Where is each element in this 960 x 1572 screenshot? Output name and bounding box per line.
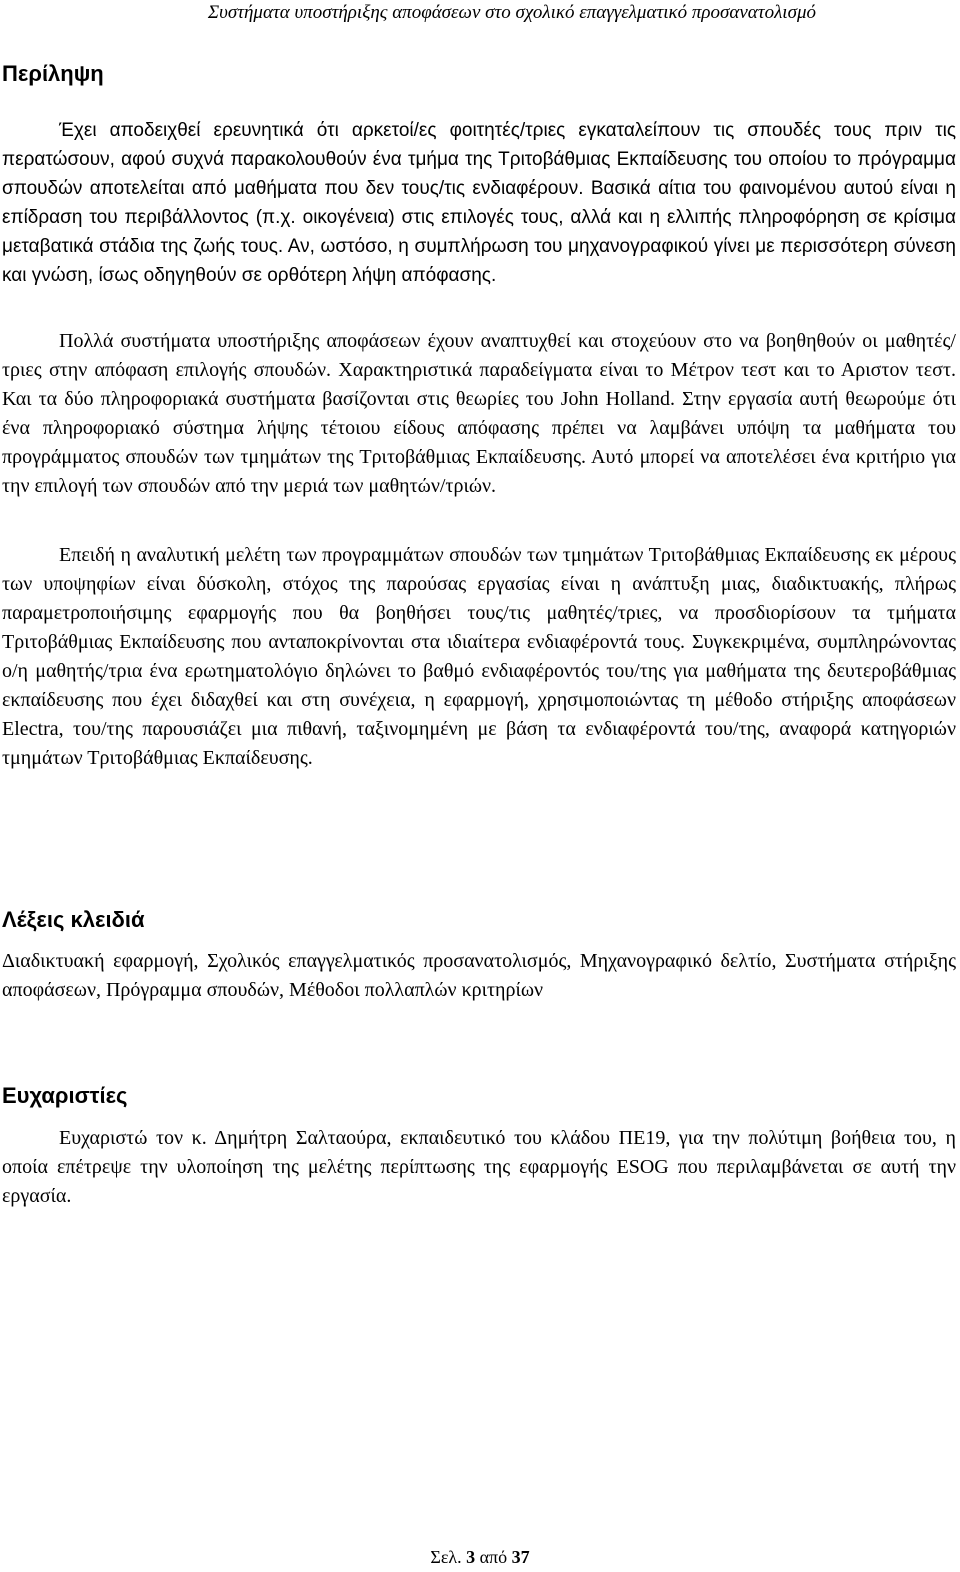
running-header: Συστήματα υποστήριξης αποφάσεων στο σχολικό επαγγελματικό προσανατολισμό (207, 2, 816, 23)
keywords-heading: Λέξεις κλειδιά (2, 907, 145, 932)
total-pages-number: 37 (511, 1547, 530, 1567)
acknowledgements-text: Ευχαριστώ τον κ. Δημήτρη Σαλταούρα, εκπαιδευτικό του κλάδου ΠΕ19, για την πολύτιμη βοήθεια του, η οποία επέτρεψε την υλοποίηση της μελέτης περίπτωσης της εφαρμογής ESOG που περιλαμβάνεται σε αυτή την εργασία. (2, 1127, 956, 1207)
keywords-text: Διαδικτυακή εφαρμογή, Σχολικός επαγγελματικός προσανατολισμός, Μηχανογραφικό δελτίο, Συστήματα στήριξης αποφάσεων, Πρόγραμμα σπουδών, Μέθοδοι πολλαπλών κριτηρίων (2, 950, 956, 1001)
abstract-paragraph-2: Πολλά συστήματα υποστήριξης αποφάσεων έχουν αναπτυχθεί και στοχεύουν στο να βοηθηθούν οι μαθητές/τριες στην απόφαση επιλογής σπουδών. Χαρακτηριστικά παραδείγματα είναι το Μέτρον τεστ και το Αριστον τεστ. Και τα δύο πληροφοριακά συστήματα βασίζονται στις θεωρίες του John Holland. Στην εργασία αυτή θεωρούμε ότι ένα πληροφοριακό σύστημα λήψης τέτοιου είδους απόφασης πρέπει να λαμβάνει υπόψη τα μαθήματα του προγράμματος σπουδών των τμημάτων της Τριτοβάθμιας Εκπαίδευσης. Αυτό μπορεί να αποτελέσει ένα κριτήριο για την επιλογή των σπουδών από την μεριά των μαθητών/τριών. (2, 330, 956, 497)
page-separator: από (479, 1547, 508, 1567)
page-prefix: Σελ. (430, 1547, 462, 1567)
acknowledgements-heading: Ευχαριστίες (2, 1083, 128, 1108)
abstract-heading: Περίληψη (2, 61, 104, 86)
abstract-paragraph-3: Επειδή η αναλυτική μελέτη των προγραμμάτων σπουδών των τμημάτων Τριτοβάθμιας Εκπαίδευσης εκ μέρους των υποψηφίων είναι δύσκολη, στόχος της παρούσας εργασίας είναι η ανάπτυξη μιας, διαδικτυακής, πλήρως παραμετροποιήσιμης εφαρμογής που θα βοηθήσει τους/τις μαθητές/τριες, να προσδιορίσουν τα τμήματα Τριτοβάθμιας Εκπαίδευσης που ανταποκρίνονται στα ιδιαίτερα ενδιαφέροντά τους. Συγκεκριμένα, συμπληρώνοντας ο/η μαθητής/τρια ένα ερωτηματολόγιο δηλώνει το βαθμό ενδιαφέροντός του/της για μαθήματα της δευτεροβάθμιας εκπαίδευσης που έχει διδαχθεί και στη συνέχεια, η εφαρμογή, χρησιμοποιώντας τη μέθοδο στήριξης αποφάσεων Electra, του/της παρουσιάζει μια πιθανή, ταξινομημένη με βάση τα ενδιαφέροντά του/της, αναφορά κατηγοριών τμημάτων Τριτοβάθμιας Εκπαίδευσης. (2, 544, 956, 769)
page-number (0, 1547, 960, 1568)
current-page-number: 3 (466, 1547, 476, 1567)
abstract-paragraph-1: Έχει αποδειχθεί ερευνητικά ότι αρκετοί/ες φοιτητές/τριες εγκαταλείπουν τις σπουδές τους πριν τις περατώσουν, αφού συχνά παρακολουθούν ένα τμήμα της Τριτοβάθμιας Εκπαίδευσης του οποίου το πρόγραμμα σπουδών αποτελείται από μαθήματα που δεν τους/τις ενδιαφέρουν. Βασικά αίτια του φαινομένου αυτού είναι η επίδραση του περιβάλλοντος (π.χ. οικογένεια) στις επιλογές τους, αλλά και η ελλιπής πληροφόρηση σε κρίσιμα μεταβατικά στάδια της ζωής τους. Αν, ωστόσο, η συμπλήρωση του μηχανογραφικού γίνει με περισσότερη σύνεση και γνώση, ίσως οδηγηθούν σε ορθότερη λήψη απόφασης. (2, 120, 956, 286)
